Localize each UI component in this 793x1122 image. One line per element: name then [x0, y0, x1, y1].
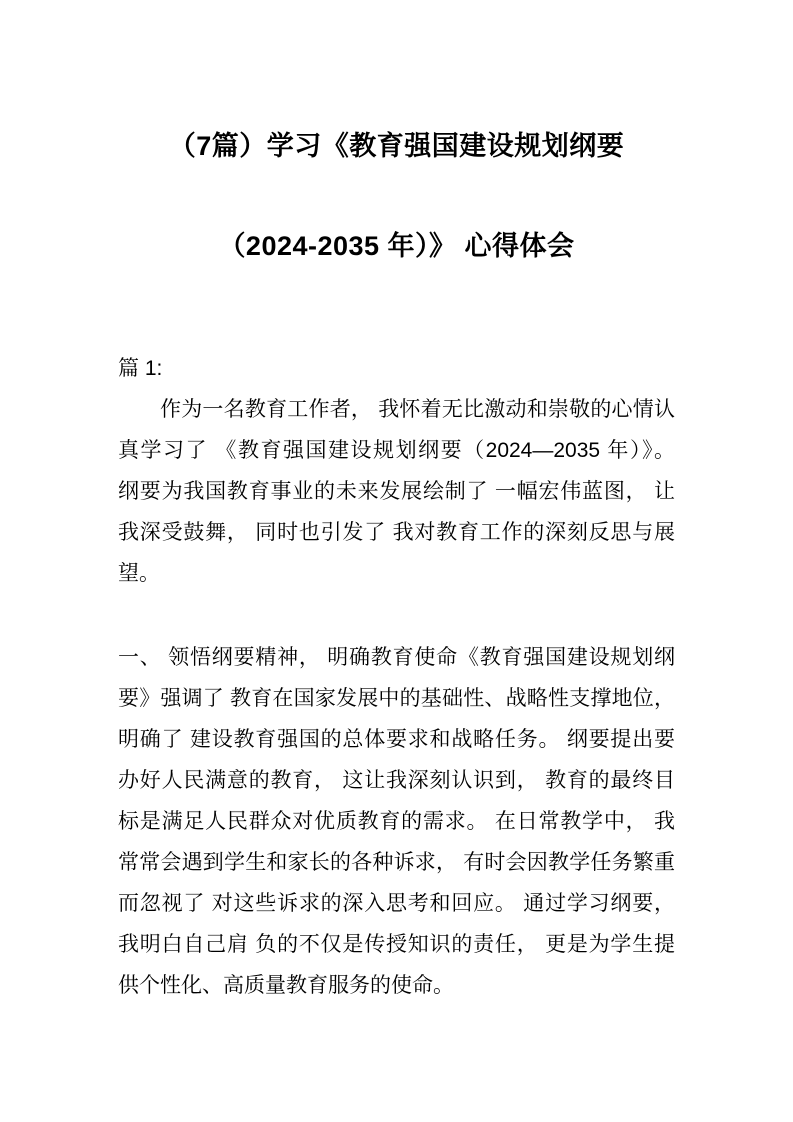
- text-line: 而忽视了 对这些诉求的深入思考和回应。 通过学习纲要，: [118, 892, 675, 915]
- document-title: [0, 96, 793, 296]
- text-line: 要》强调了 教育在国家发展中的基础性、战略性支撑地位，: [118, 687, 675, 710]
- document-body: [118, 348, 675, 1006]
- section-label: 篇 1:: [118, 357, 163, 380]
- text-line: 作为一名教育工作者， 我怀着无比激动和崇敬的心情认: [160, 398, 675, 421]
- text-line: 纲要为我国教育事业的未来发展绘制了 一幅宏伟蓝图， 让: [118, 480, 675, 503]
- text-line: 常常会遇到学生和家长的各种诉求， 有时会因教学任务繁重: [118, 851, 675, 874]
- title-line-1: （7篇）学习《教育强国建设规划纲要: [168, 131, 625, 161]
- text-line: 标是满足人民群众对优质教育的需求。 在日常教学中， 我: [118, 810, 675, 833]
- text-line: 办好人民满意的教育， 这让我深刻认识到， 教育的最终目: [118, 769, 675, 792]
- text-line: 明确了 建设教育强国的总体要求和战略任务。 纲要提出要: [118, 728, 675, 751]
- text-line: 一、 领悟纲要精神， 明确教育使命《教育强国建设规划纲: [118, 646, 675, 669]
- text-line: 真学习了 《教育强国建设规划纲要（2024—2035 年）》。: [118, 439, 675, 462]
- text-line: 我深受鼓舞， 同时也引发了 我对教育工作的深刻反思与展: [118, 521, 675, 544]
- text-line: 我明白自己肩 负的不仅是传授知识的责任， 更是为学生提: [118, 933, 675, 956]
- text-line: 供个性化、高质量教育服务的使命。: [118, 974, 454, 997]
- paragraph-2: [118, 637, 675, 1006]
- title-line-2: （2024-2035 年）》 心得体会: [218, 231, 575, 261]
- paragraph-1: [118, 389, 675, 594]
- text-line: 望。: [118, 562, 160, 585]
